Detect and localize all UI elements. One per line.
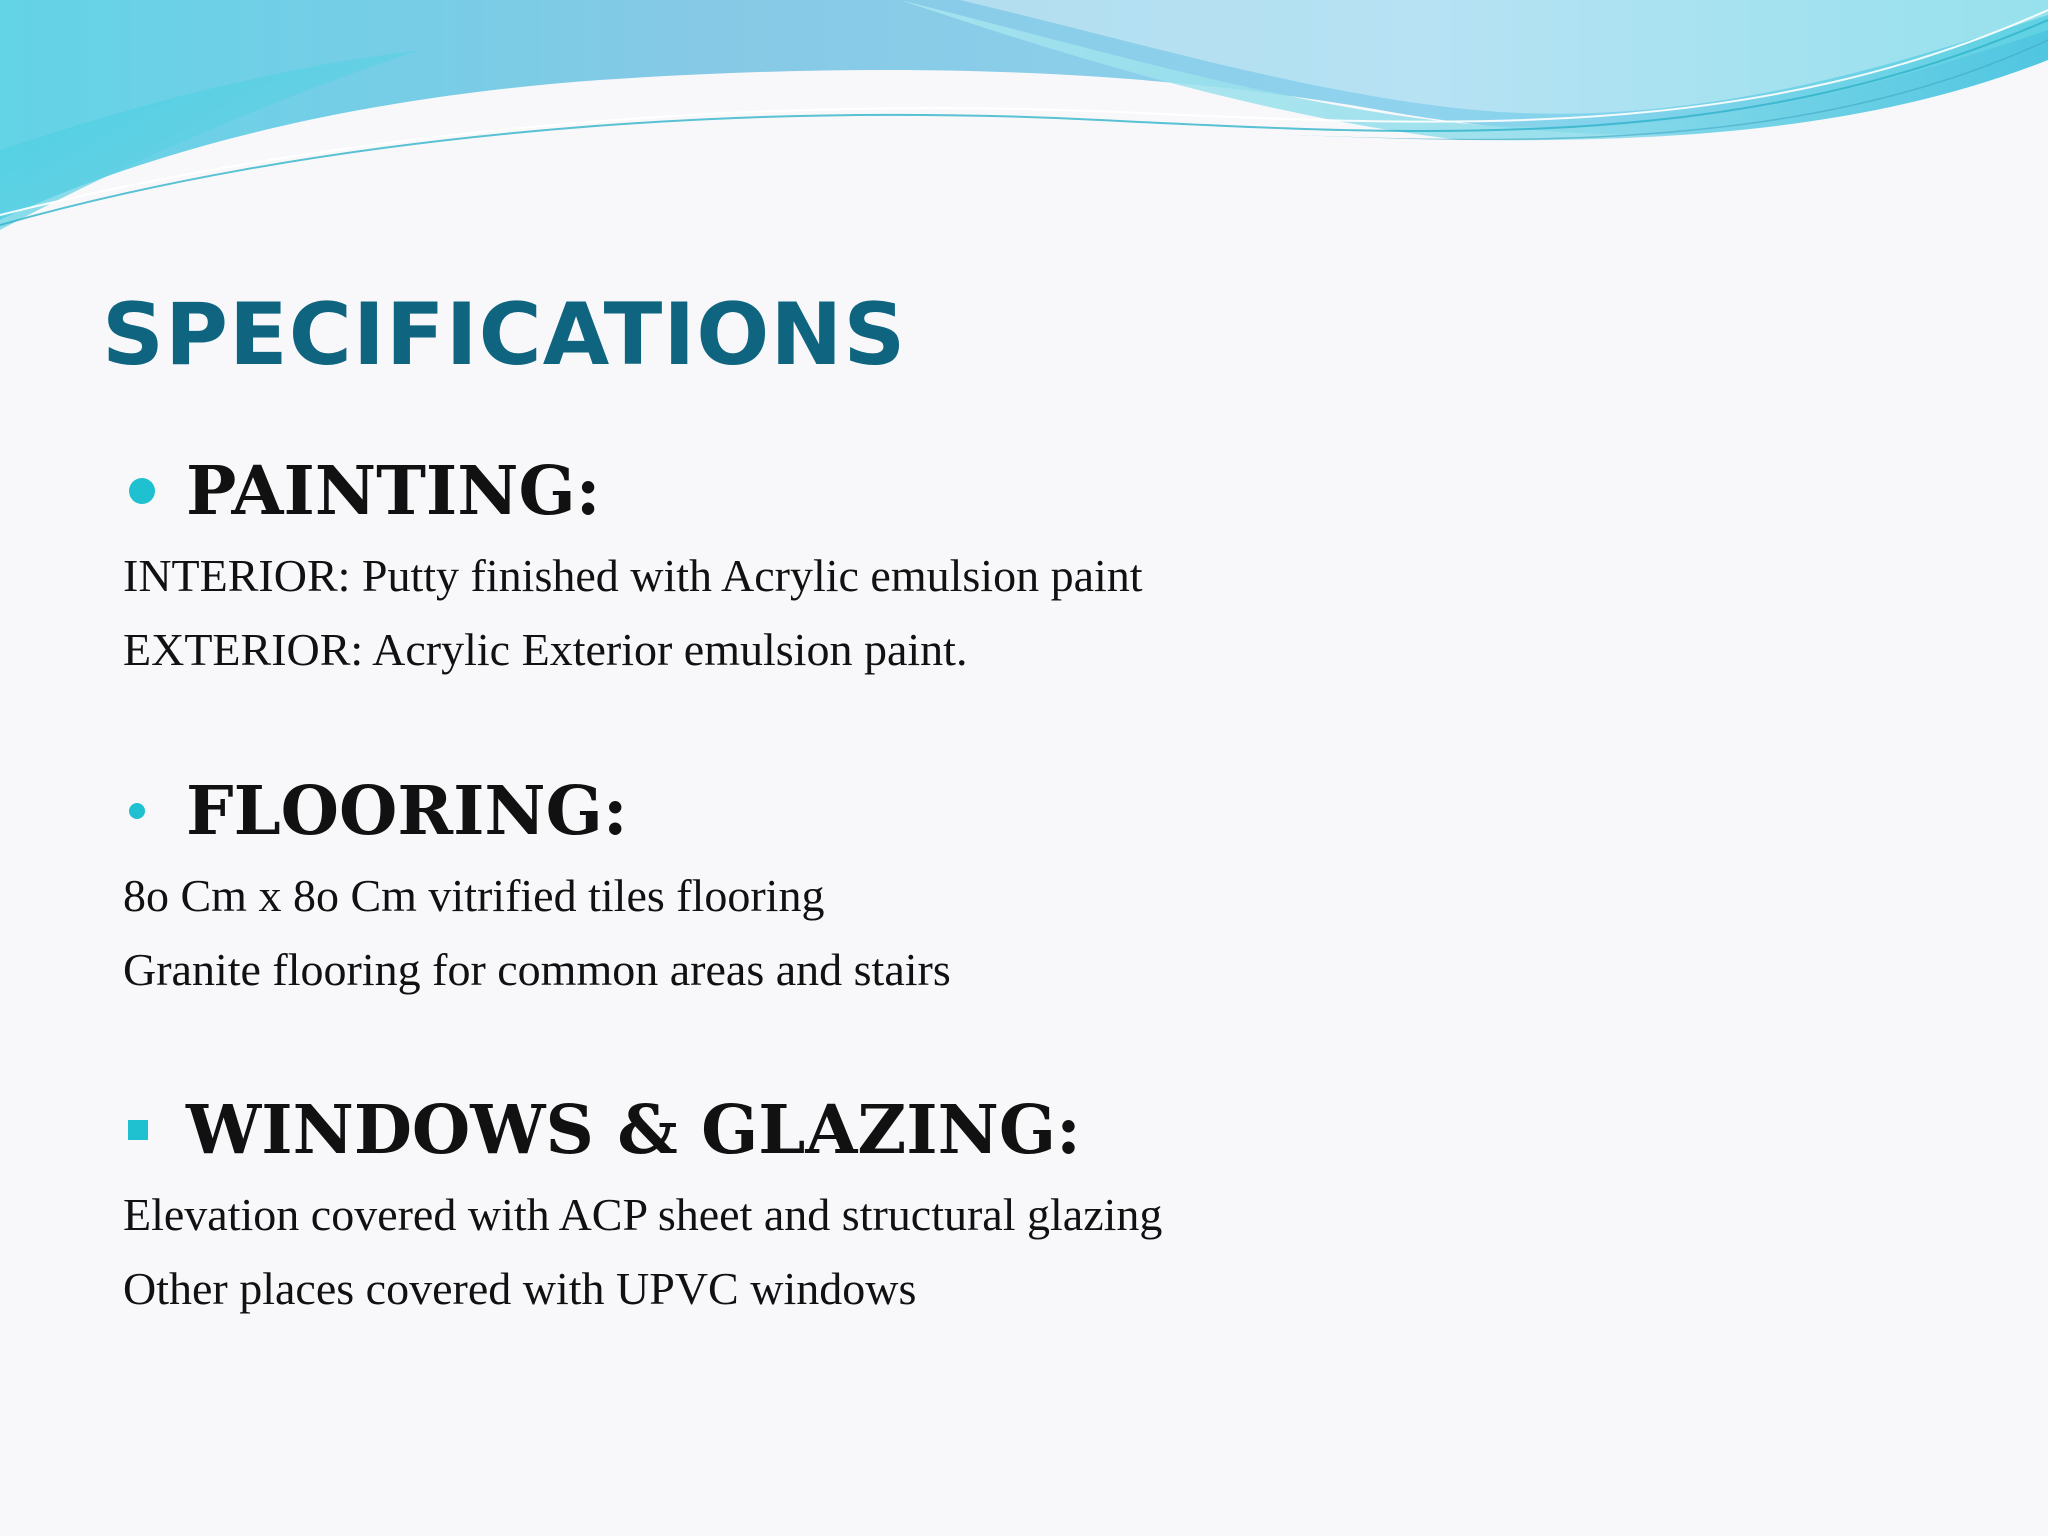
section-heading: PAINTING: xyxy=(186,451,601,530)
spec-line: 8o Cm x 8o Cm vitrified tiles flooring xyxy=(123,870,825,921)
spec-line: EXTERIOR: Acrylic Exterior emulsion paint. xyxy=(123,624,968,675)
circle-bullet-icon xyxy=(128,477,156,505)
slide-title: SPECIFICATIONS xyxy=(102,285,907,385)
spec-line: Granite flooring for common areas and stairs xyxy=(123,944,951,995)
spec-line: Elevation covered with ACP sheet and structural glazing xyxy=(123,1189,1163,1240)
section-heading: WINDOWS & GLAZING: xyxy=(186,1090,1081,1169)
spec-line: INTERIOR: Putty finished with Acrylic emulsion paint xyxy=(123,550,1143,601)
spec-line: Other places covered with UPVC windows xyxy=(123,1263,917,1314)
small-circle-bullet-icon xyxy=(128,802,146,820)
section-windows-glazing xyxy=(0,1090,1500,1320)
section-flooring xyxy=(0,771,1500,1001)
section-painting xyxy=(0,451,1500,681)
square-bullet-icon xyxy=(128,1120,148,1140)
section-heading: FLOORING: xyxy=(186,771,628,850)
header-wave-decoration xyxy=(0,0,2048,240)
